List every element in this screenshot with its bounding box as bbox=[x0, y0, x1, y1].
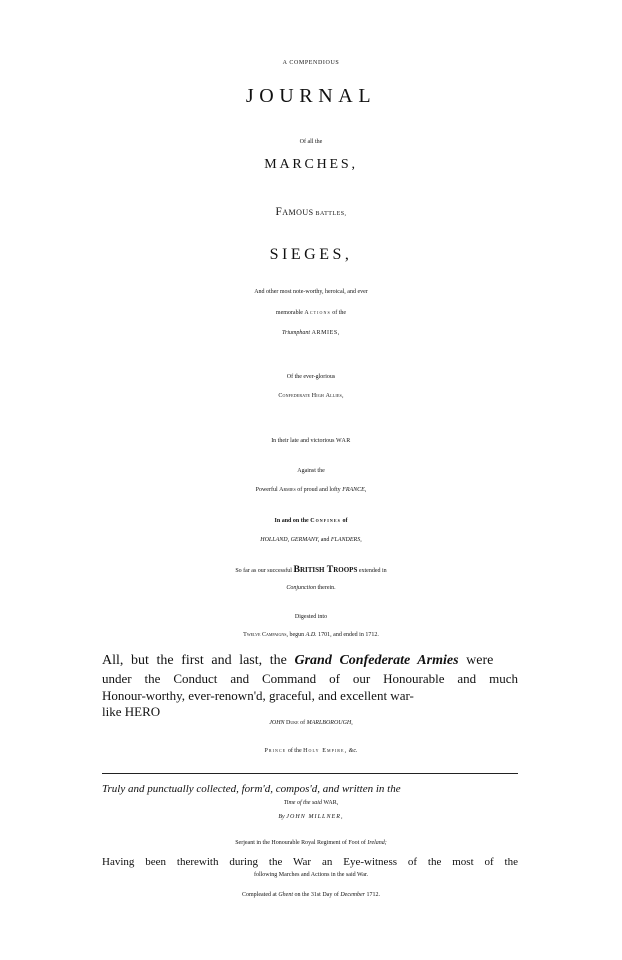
line-collected bbox=[102, 784, 518, 795]
text-sieges: SIEGES, bbox=[269, 246, 353, 263]
text-prince: Prince bbox=[264, 748, 287, 754]
text-holland-germany: HOLLAND, GERMANY, bbox=[260, 537, 320, 543]
line-victorious-war bbox=[0, 438, 622, 444]
text-high: High bbox=[311, 393, 324, 399]
text-in-and-on-the: In and on the bbox=[274, 518, 309, 524]
text-like-hero: like HERO bbox=[102, 704, 161, 719]
line-prince-holy-empire bbox=[0, 748, 622, 754]
text-collected: Truly and punctually collected, form'd, compos'd, and written in the bbox=[102, 783, 401, 795]
line-a-compendious bbox=[0, 60, 622, 66]
text-following-marches: following Marches and Actions in the said War. bbox=[253, 872, 369, 878]
line-twelve-campaigns bbox=[0, 632, 622, 638]
text-duke: Duke bbox=[286, 720, 299, 726]
text-extended-in: extended in bbox=[358, 568, 387, 574]
text-of-the-prince: of the bbox=[287, 748, 302, 754]
line-time-of-war bbox=[0, 800, 622, 806]
text-were: were bbox=[466, 653, 494, 668]
line-against-the bbox=[0, 468, 622, 474]
text-conduct: under the Conduct and Command of our Honourable and much bbox=[102, 671, 518, 686]
line-eye-witness bbox=[102, 857, 518, 868]
line-following-marches bbox=[0, 872, 622, 878]
text-memorable: memorable bbox=[275, 310, 303, 316]
text-a-compendious: A COMPENDIOUS bbox=[282, 60, 340, 66]
line-conjunction bbox=[0, 585, 622, 591]
text-john: JOHN bbox=[269, 720, 285, 726]
line-by-author bbox=[0, 814, 622, 820]
text-etc: &c. bbox=[348, 748, 358, 754]
text-ever-glorious: Of the ever-glorious bbox=[286, 374, 336, 380]
text-therein: therein. bbox=[317, 585, 336, 591]
text-actions: Actions bbox=[304, 310, 331, 316]
text-against-the: Against the bbox=[297, 468, 325, 474]
text-so-far: So far as our successful bbox=[235, 568, 292, 574]
text-begun: begun bbox=[289, 632, 305, 638]
line-sieges bbox=[0, 247, 622, 263]
text-john-millner: JOHN MILLNER, bbox=[286, 814, 344, 820]
line-famous-battles bbox=[0, 207, 622, 218]
text-years: 1701, and ended in 1712. bbox=[318, 632, 379, 638]
text-famous: Famous bbox=[275, 206, 314, 218]
text-journal: JOURNAL bbox=[245, 85, 377, 107]
text-of-all-the: Of all the bbox=[299, 139, 323, 145]
line-marches bbox=[0, 158, 622, 172]
text-compleated-at: Compleated at bbox=[242, 892, 277, 898]
line-conduct bbox=[102, 672, 518, 685]
text-december: December bbox=[340, 892, 365, 898]
text-time-of-the-said: Time of the said bbox=[283, 800, 322, 806]
text-armies-small: Armies bbox=[279, 487, 296, 493]
text-armies: ARMIES, bbox=[311, 330, 340, 336]
text-holy-empire: Holy Empire, bbox=[303, 748, 348, 754]
text-ad: A.D. bbox=[305, 632, 317, 638]
line-triumphant-armies bbox=[0, 330, 622, 336]
text-and: and bbox=[320, 537, 330, 543]
text-triumphant: Triumphant bbox=[282, 330, 311, 336]
text-ghent: Ghent bbox=[278, 892, 293, 898]
text-battles: BATTLES, bbox=[315, 211, 347, 217]
text-allies: Allies, bbox=[325, 393, 344, 399]
text-proud-lofty: of proud and lofty bbox=[297, 487, 341, 493]
line-journal bbox=[0, 86, 622, 106]
text-on-the-day: on the 31st Day of bbox=[294, 892, 339, 898]
line-confederate-high-allies bbox=[0, 393, 622, 399]
text-confederate: Confederate bbox=[278, 393, 311, 399]
text-late-victorious: In their late and victorious bbox=[271, 438, 335, 444]
line-british-troops bbox=[0, 565, 622, 575]
divider-rule bbox=[102, 773, 518, 774]
text-confines: Confines bbox=[310, 518, 341, 524]
text-british-troops: British Troops bbox=[293, 564, 358, 575]
line-noteworthy bbox=[0, 289, 622, 295]
line-of-all-the bbox=[0, 139, 622, 145]
text-of-the: of the bbox=[332, 310, 347, 316]
text-twelve-campaigns: Twelve Campaigns, bbox=[243, 632, 288, 638]
text-france: FRANCE, bbox=[342, 487, 367, 493]
line-john-duke bbox=[0, 720, 622, 726]
text-honour-worthy: Honour-worthy, ever-renown'd, graceful, and excellent war- bbox=[102, 688, 414, 703]
text-marches: MARCHES, bbox=[264, 157, 358, 172]
text-eye-witness: Having been therewith during the War an Eye-witness of the most of the bbox=[102, 856, 518, 868]
line-compleated bbox=[0, 892, 622, 898]
text-digested-into: Digested into bbox=[294, 614, 328, 620]
line-powerful-armies bbox=[0, 487, 622, 493]
line-countries bbox=[0, 537, 622, 543]
line-honour-worthy bbox=[102, 689, 518, 702]
text-of-confines: of bbox=[342, 518, 348, 524]
line-memorable-actions bbox=[0, 310, 622, 316]
text-serjeant: Serjeant in the Honourable Royal Regiment of Foot of bbox=[235, 840, 366, 846]
text-grand-confederate-armies: Grand Confederate Armies bbox=[294, 653, 459, 668]
text-conjunction: Conjunction bbox=[286, 585, 316, 591]
text-war-small: WAR, bbox=[323, 800, 339, 806]
text-war: WAR bbox=[336, 438, 351, 444]
text-flanders: FLANDERS, bbox=[330, 537, 362, 543]
text-of-duke: of bbox=[300, 720, 306, 726]
line-confines bbox=[0, 518, 622, 524]
text-ireland: Ireland; bbox=[367, 840, 387, 846]
line-grand-confederate bbox=[102, 654, 518, 668]
text-by: By bbox=[278, 814, 285, 820]
text-all-but: All, but the first and last, the bbox=[102, 653, 287, 668]
text-marlborough: MARLBOROUGH, bbox=[306, 720, 353, 726]
text-year-1712: 1712. bbox=[366, 892, 380, 898]
text-powerful: Powerful bbox=[255, 487, 278, 493]
line-like-hero bbox=[102, 705, 518, 718]
text-noteworthy: And other most note-worthy, heroical, and ever bbox=[254, 289, 368, 295]
line-ever-glorious bbox=[0, 374, 622, 380]
line-digested-into bbox=[0, 614, 622, 620]
line-serjeant bbox=[0, 840, 622, 846]
